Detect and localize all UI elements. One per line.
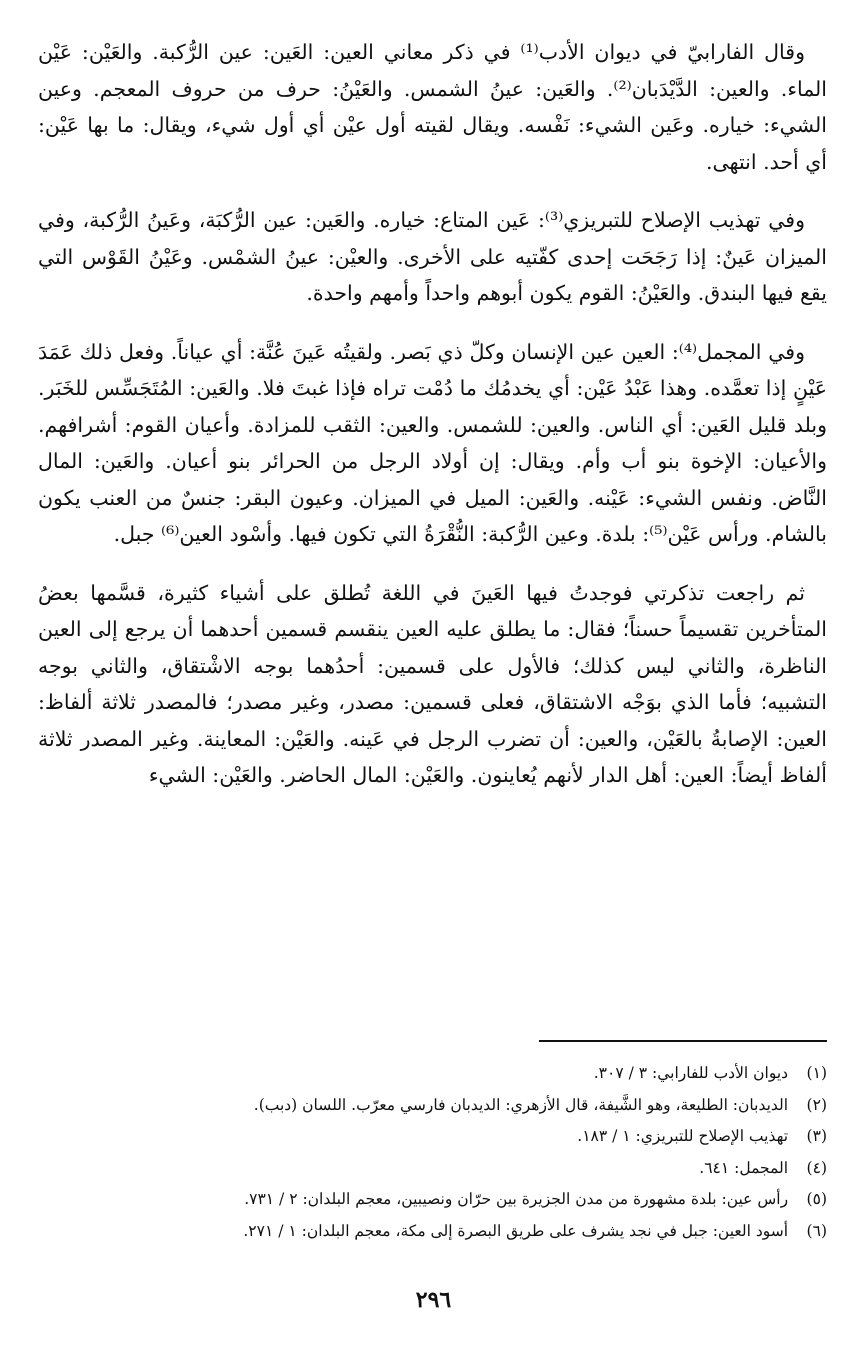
footnote-number: (٥) — [806, 1190, 827, 1209]
footnote-text: المجمل: ٦٤١. — [699, 1158, 789, 1177]
paragraph-farabi: وقال الفارابيّ في ديوان الأدب⁽¹⁾ في ذكر معاني العين: العَين: عين الرُّكبة. والعَيْن: عَيْن الماء. والعين: الدَّيْدَبان⁽²⁾. والعَين: عينُ الشمس. والعَيْنُ: حرف من حروف المعجم. وعين الشيء: خياره. وعَين الشيء: نَفْسه. ويقال لقيته أول عيْن أي أول شيء، ويقال: ما بها عَيْن: أي أحد. انتهى. — [38, 40, 828, 174]
paragraph-mujmal: وفي المجمل⁽⁴⁾: العين عين الإنسان وكلّ ذي بَصر. ولقيتُه عَينَ عُنَّة: أي عياناً. وفعل ذلك عَمَدَ عَيْنٍ إذا تعمَّده. وهذا عَبْدُ عَيْن: أي يخدمُك ما دُمْت تراه فإذا غبتَ فلا. والعَين: المُتَجَسِّس للخَبَر. وبلد قليل العَين: أي الناس. والعين: للشمس. والعين: الثقب للمزادة. وأعيان القوم: أشرافهم. والأعيان: الإخوة بنو أب وأم. ويقال: إن أولاد الرجل من الحرائر بنو أعيان. والعَين: المال النَّاض. ونفس الشيء: عَيْنه. والعَين: الميل في الميزان. وعيون البقر: جنسٌ من العنب يكون بالشام. ورأس عَيْن⁽⁵⁾: بلدة. وعين الرُّكبة: النُّقْرَةُ التي تكون فيها. وأسْود العين⁽⁶⁾ جبل. — [38, 339, 827, 546]
footnote-number: (٤) — [806, 1158, 827, 1177]
footnotes — [38, 1058, 827, 1248]
footnote-number: (٢) — [806, 1095, 827, 1114]
main-text — [38, 34, 827, 816]
footnote-text: أسود العين: جبل في نجد يشرف على طريق البصرة إلى مكة، معجم البلدان: ١ / ٢٧١. — [243, 1221, 789, 1240]
footnote-text: الديدبان: الطليعة، وهو الشَّيفة، قال الأزهري: الديدبان فارسي معرّب. اللسان (دبب). — [253, 1095, 789, 1114]
footnote-number: (٦) — [806, 1221, 827, 1240]
footnote-5 — [38, 1184, 827, 1216]
footnote-number: (١) — [806, 1064, 827, 1082]
footnote-4 — [38, 1153, 827, 1185]
footnote-3 — [38, 1121, 827, 1153]
paragraph-tadhkira: ثم راجعت تذكرتي فوجدتُ فيها العَينَ في اللغة تُطلق على أشياء كثيرة، قسَّمها بعضُ المتأخرين تقسيماً حسناً؛ فقال: ما يطلق عليه العين ينقسم قسمين أحدهما أن يرجع إلى العين الناظرة، والثاني ليس كذلك؛ فالأول على قسمين: أحدُهما بوجه الاشْتقاق، والثاني بوجه التشبيه؛ فأما الذي بوَجْه الاشتقاق، فعلى قسمين: مصدر، وغير مصدر؛ فالمصدر ثلاثة ألفاظ: العين: الإصابةُ بالعَيْن، والعين: أن تضرب الرجل في عَينه. والعَيْن: المعاينة. وغير المصدر ثلاثة ألفاظ أيضاً: العين: أهل الدار لأنهم يُعاينون. والعَيْن: المال الحاضر. والعَيْن: الشيء — [38, 580, 827, 787]
footnote-text: رأس عين: بلدة مشهورة من مدن الجزيرة بين حرّان ونصيبين، معجم البلدان: ٢ / ٧٣١. — [244, 1190, 789, 1209]
footnote-number: (٣) — [806, 1127, 827, 1146]
footnote-1 — [38, 1058, 827, 1090]
footnote-divider — [539, 1040, 827, 1042]
paragraph-tabrizi: وفي تهذيب الإصلاح للتبريزي⁽³⁾: عَين المتاع: خياره. والعَين: عين الرُّكبَة، وعَينُ الرُّكبة، وفي الميزان عَينٌ: إذا رَجَحَت إحدى كفّتيه على الأخرى. والعيْن: عينُ الشمْس. وعَيْنُ القَوْس التي يقع فيها البندق. والعَيْنُ: القوم يكون أبوهم واحداً وأمهم واحدة. — [38, 208, 827, 305]
footnote-2 — [38, 1090, 827, 1122]
page-number: ٢٩٦ — [415, 1287, 452, 1313]
footnote-text: ديوان الأدب للفارابي: ٣ / ٣٠٧. — [593, 1064, 789, 1082]
footnote-6 — [38, 1216, 827, 1248]
footnote-text: تهذيب الإصلاح للتبريزي: ١ / ١٨٣. — [577, 1127, 789, 1146]
